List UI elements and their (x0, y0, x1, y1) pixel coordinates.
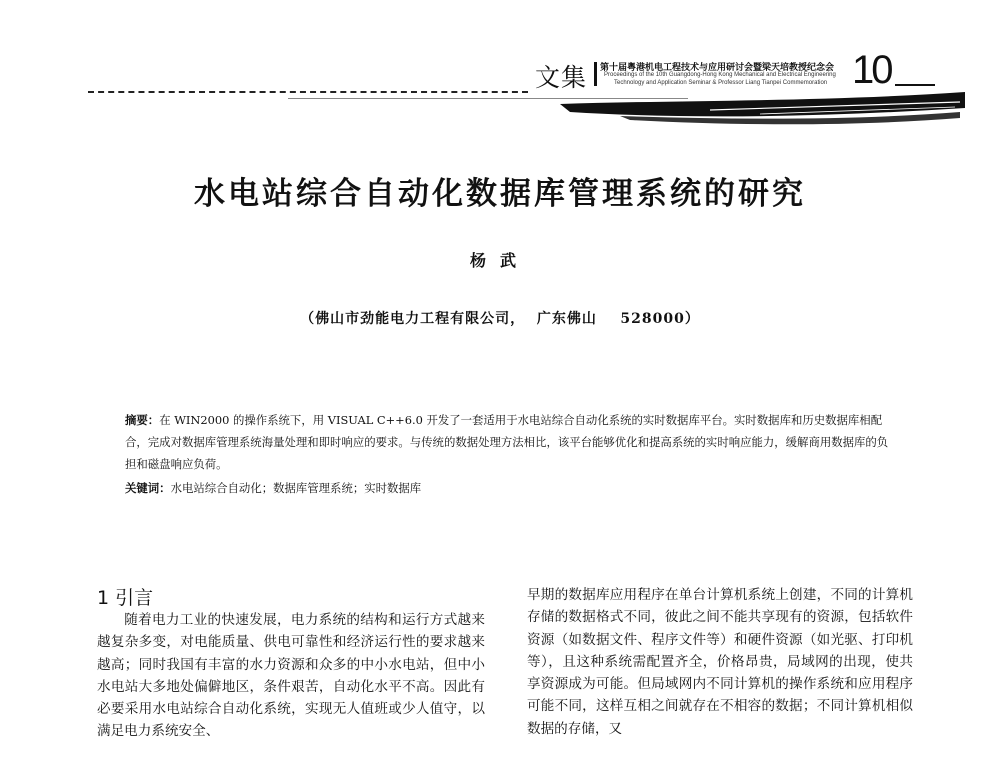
conference-title-cn: 第十届粤港机电工程技术与应用研讨会暨梁天培教授纪念会 (600, 63, 835, 73)
header-swoosh-graphic (560, 90, 970, 130)
conference-title-en-line2: Technology and Application Seminar & Professor Liang Tianpei Commemoration (614, 80, 828, 86)
section-heading-introduction: 1 引言 (97, 587, 154, 609)
issue-number: 10 (852, 48, 891, 92)
body-column-left (97, 609, 485, 743)
keywords-text: 水电站综合自动化；数据库管理系统；实时数据库 (170, 481, 422, 495)
paper-author: 杨武 (469, 251, 530, 270)
paper-title: 水电站综合自动化数据库管理系统的研究 (194, 176, 806, 212)
intro-paragraph-right: 早期的数据库应用程序在单台计算机系统上创建，不同的计算机存储的数据格式不同，彼此之间不能共享现有的资源，包括软件资源（如数据文件、程序文件等）和硬件资源（如光驱、打印机等），且这种系统需配置齐全，价格昂贵，局域网的出现，使共享资源成为可能。但局域网内不同计算机的操作系统和应用程序可能不同，这样互相之间就存在不相容的数据；不同计算机相似数据的存储，又 (527, 587, 913, 737)
keywords (125, 477, 895, 499)
header-rule-dashed (88, 91, 528, 93)
keywords-label: 关键词： (125, 481, 171, 495)
conference-title-en-line1: Proceedings of the 10th Guangdong-Hong Kong Mechanical and Electrical Engineering (604, 72, 836, 78)
abstract-text: 在 WIN2000 的操作系统下，用 VISUAL C++6.0 开发了一套适用于水电站综合自动化系统的实时数据库平台。实时数据库和历史数据库相配合，完成对数据库管理系统海量处理和即时响应的要求。与传统的数据处理方法相比，该平台能够优化和提高系统的实时响应能力，缓解商用数据库的负担和磁盘响应负荷。 (125, 413, 889, 471)
intro-paragraph-left: 随着电力工业的快速发展，电力系统的结构和运行方式越来越复杂多变，对电能质量、供电可靠性和经济运行性的要求越来越高；同时我国有丰富的水力资源和众多的中小水电站，但中小水电站大多地处偏僻地区，条件艰苦，自动化水平不高。因此有必要采用水电站综合自动化系统，实现无人值班或少人值守，以满足电力系统安全、 (97, 612, 485, 740)
abstract (125, 409, 895, 475)
paper-affiliation: （佛山市劲能电力工程有限公司， 广东佛山 528000） (300, 311, 700, 327)
body-column-right (527, 584, 913, 740)
abstract-label: 摘要： (125, 413, 160, 427)
series-divider (594, 62, 597, 86)
series-label: 文集 (535, 63, 588, 92)
issue-number-underline (895, 84, 935, 86)
